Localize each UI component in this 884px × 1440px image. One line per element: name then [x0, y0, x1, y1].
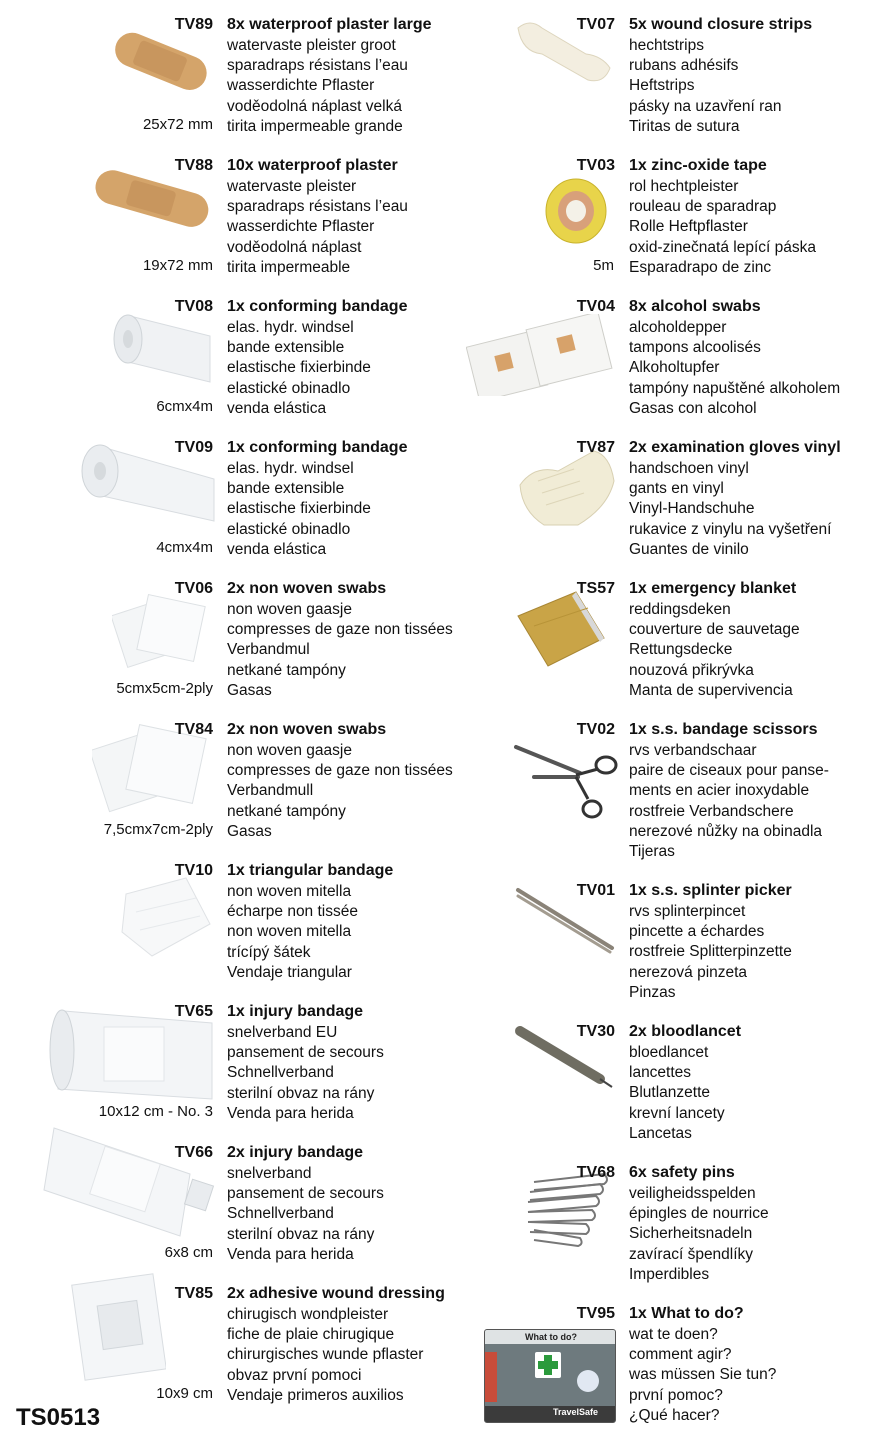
translation-fr: bande extensible	[227, 339, 345, 357]
product-title: 2x adhesive wound dressing	[227, 1285, 445, 1302]
translation-de: rostfreie Verbandschere	[629, 802, 794, 820]
translation-cz: trícípý šátek	[227, 943, 311, 961]
translation-cz: elastické obinadlo	[227, 379, 351, 397]
translation-nl: chirugisch wondpleister	[227, 1306, 389, 1323]
product-code: TV65	[174, 1003, 213, 1020]
translation-de: Heftstrips	[629, 77, 695, 95]
translation-fr-1: paire de ciseaux pour panse-	[629, 762, 829, 780]
product-size: 5m	[593, 257, 614, 274]
translation-cz: nouzová přikrývka	[629, 661, 754, 679]
translation-de: was müssen Sie tun?	[629, 1366, 777, 1384]
product-title: 1x emergency blanket	[629, 580, 797, 597]
translation-nl: bloedlancet	[629, 1044, 709, 1061]
translation-es: Esparadrapo de zinc	[629, 258, 772, 276]
translation-fr: sparadraps résistans l’eau	[227, 198, 408, 216]
translation-nl: snelverband EU	[227, 1024, 338, 1041]
translation-fr: rouleau de sparadrap	[629, 198, 777, 216]
translation-es: Imperdibles	[629, 1265, 710, 1283]
translation-es: Tiritas de sutura	[629, 117, 740, 135]
translation-es: Tijeras	[629, 842, 675, 860]
translation-cz: elastické obinadlo	[227, 520, 351, 538]
product-tv03	[0, 151, 884, 285]
translation-es: ¿Qué hacer?	[629, 1406, 720, 1424]
translation-cz: voděodolná náplast	[227, 238, 362, 256]
translations	[629, 1325, 776, 1426]
translation-de: chirurgisches wunde pflaster	[227, 1346, 424, 1364]
product-code: TV07	[576, 16, 615, 33]
translation-cz: sterilní obvaz na rány	[227, 1225, 375, 1243]
product-title: 2x bloodlancet	[629, 1023, 742, 1040]
product-title: 1x s.s. splinter picker	[629, 882, 792, 899]
translation-fr: pansement de secours	[227, 1185, 384, 1203]
translation-fr: lancettes	[629, 1064, 692, 1082]
translation-fr: rubans adhésifs	[629, 57, 739, 75]
translation-cz: nerezová pinzeta	[629, 963, 748, 981]
translation-de: Verbandmul	[227, 641, 310, 659]
translation-fr: tampons alcoolisés	[629, 339, 761, 357]
translation-es: Vendaje primeros auxilios	[227, 1386, 404, 1404]
product-size: 6cmx4m	[156, 398, 213, 415]
translation-de: Schnellverband	[227, 1064, 334, 1082]
product-title: 1x What to do?	[629, 1305, 744, 1322]
translation-es: Lancetas	[629, 1124, 692, 1142]
translation-cz: první pomoc?	[629, 1386, 723, 1404]
translation-de: Sicherheitsnadeln	[629, 1225, 753, 1243]
translations	[629, 459, 831, 560]
safety-pins-icon	[520, 1170, 614, 1250]
translations	[629, 600, 800, 701]
translation-fr: sparadraps résistans l’eau	[227, 57, 408, 75]
product-size: 6x8 cm	[164, 1244, 213, 1261]
product-code: TV89	[174, 16, 213, 33]
translation-de: Blutlanzette	[629, 1084, 710, 1102]
product-size: 5cmx5cm-2ply	[116, 680, 213, 697]
medical-star-icon	[577, 1370, 599, 1392]
product-code: TV08	[174, 298, 213, 315]
translation-fr: pincette a échardes	[629, 923, 765, 941]
product-code: TV10	[174, 862, 213, 879]
product-tv04	[0, 292, 884, 426]
translation-de: Rolle Heftpflaster	[629, 218, 748, 236]
product-title: 8x alcohol swabs	[629, 298, 761, 315]
translation-fr: compresses de gaze non tissées	[227, 762, 453, 780]
translation-cz: voděodolná náplast velká	[227, 97, 402, 115]
translation-fr-2: ments en acier inoxydable	[629, 782, 810, 800]
product-title: 1x conforming bandage	[227, 298, 408, 315]
translation-de: wasserdichte Pflaster	[227, 77, 375, 95]
translation-es: tirita impermeable grande	[227, 117, 403, 135]
translation-nl: elas. hydr. windsel	[227, 319, 354, 336]
translation-es: Pinzas	[629, 983, 676, 1001]
product-title: 1x conforming bandage	[227, 439, 408, 456]
product-title: 6x safety pins	[629, 1164, 735, 1181]
product-code: TV66	[174, 1144, 213, 1161]
translations	[629, 36, 782, 137]
translation-nl: reddingsdeken	[629, 601, 731, 618]
translation-cz: netkané tampóny	[227, 802, 346, 820]
translation-nl: veiligheidsspelden	[629, 1185, 756, 1202]
product-title: 1x injury bandage	[227, 1003, 364, 1020]
translation-es: tirita impermeable	[227, 258, 351, 276]
translations	[629, 1043, 725, 1144]
translation-nl: watervaste pleister	[227, 178, 357, 195]
product-title: 1x s.s. bandage scissors	[629, 721, 818, 738]
translations	[629, 1184, 769, 1285]
translation-fr: compresses de gaze non tissées	[227, 621, 453, 639]
translation-nl: hechtstrips	[629, 37, 704, 54]
product-code: TV30	[576, 1023, 615, 1040]
emergency-blanket-icon	[514, 586, 608, 670]
translation-fr: comment agir?	[629, 1346, 732, 1364]
translation-cz: sterilní obvaz na rány	[227, 1084, 375, 1102]
product-code: TS57	[576, 580, 615, 597]
translation-de: Rettungsdecke	[629, 641, 733, 659]
product-tv01	[0, 876, 884, 1010]
translation-cz: rukavice z vinylu na vyšetření	[629, 520, 832, 538]
product-ts57	[0, 574, 884, 708]
product-code: TV02	[576, 721, 615, 738]
product-tv95	[0, 1299, 884, 1433]
translation-fr: couverture de sauvetage	[629, 621, 800, 639]
translation-cz: pásky na uzavření ran	[629, 97, 782, 115]
translation-nl: rol hechtpleister	[629, 178, 739, 195]
tape-roll-icon	[544, 169, 616, 249]
product-size: 19x72 mm	[142, 257, 213, 274]
product-code: TV87	[576, 439, 615, 456]
product-code: TV88	[174, 157, 213, 174]
translation-nl: non woven mitella	[227, 883, 352, 900]
translation-cz: netkané tampóny	[227, 661, 346, 679]
translation-de: non woven mitella	[227, 923, 352, 941]
product-code: TV01	[576, 882, 615, 899]
translation-es: Manta de supervivencia	[629, 681, 793, 699]
translation-nl: watervaste pleister groot	[227, 37, 396, 54]
translation-fr: bande extensible	[227, 480, 345, 498]
translation-nl: rvs verbandschaar	[629, 742, 757, 759]
translation-de: elastische fixierbinde	[227, 359, 371, 377]
alcohol-swab-icon	[466, 314, 616, 396]
product-code: TV95	[576, 1305, 615, 1322]
product-code: TV04	[576, 298, 615, 315]
translation-fr: fiche de plaie chirugique	[227, 1326, 395, 1344]
product-tv68	[0, 1158, 884, 1292]
translation-nl: wat te doen?	[629, 1326, 718, 1343]
translation-nl: rvs splinterpincet	[629, 903, 746, 920]
product-size: 25x72 mm	[142, 116, 213, 133]
translation-nl: alcoholdepper	[629, 319, 727, 336]
translation-es: Venda para herida	[227, 1104, 354, 1122]
translation-de: elastische fixierbinde	[227, 500, 371, 518]
product-code: TV06	[174, 580, 213, 597]
translation-nl: non woven gaasje	[227, 742, 352, 759]
translation-es: Vendaje triangular	[227, 963, 352, 981]
product-title: 2x non woven swabs	[227, 580, 387, 597]
translation-de: rostfreie Splitterpinzette	[629, 943, 792, 961]
product-title: 1x zinc-oxide tape	[629, 157, 767, 174]
product-title: 8x waterproof plaster large	[227, 16, 432, 33]
translation-de: Verbandmull	[227, 782, 314, 800]
translation-nl: elas. hydr. windsel	[227, 460, 354, 477]
translation-cz: nerezové nůžky na obinadla	[629, 822, 823, 840]
translation-es: Gasas	[227, 681, 272, 699]
translation-cz: krevní lancety	[629, 1104, 725, 1122]
translation-fr: gants en vinyl	[629, 480, 724, 498]
scissors-icon	[512, 741, 624, 821]
product-size: 10x9 cm	[156, 1385, 213, 1402]
translation-es: venda elástica	[227, 540, 327, 558]
product-tv07	[0, 10, 884, 144]
translation-es: Venda para herida	[227, 1245, 354, 1263]
product-code: TV09	[174, 439, 213, 456]
product-title: 1x triangular bandage	[227, 862, 394, 879]
translation-cz: oxid-zinečnatá lepící páska	[629, 238, 816, 256]
product-size: 4cmx4m	[156, 539, 213, 556]
translation-fr: épingles de nourrice	[629, 1205, 769, 1223]
translations	[629, 177, 816, 278]
translation-nl: snelverband	[227, 1165, 312, 1182]
translation-es: Guantes de vinilo	[629, 540, 749, 558]
translation-de: Schnellverband	[227, 1205, 334, 1223]
translation-cz: obvaz první pomoci	[227, 1366, 362, 1384]
translations	[629, 741, 829, 862]
product-tv30	[0, 1017, 884, 1151]
booklet-image	[484, 1329, 616, 1423]
product-size: 10x12 cm - No. 3	[98, 1103, 213, 1120]
kit-code: TS0513	[16, 1404, 101, 1431]
product-size: 7,5cmx7cm-2ply	[103, 821, 213, 838]
product-title: 2x injury bandage	[227, 1144, 364, 1161]
translation-es: Gasas con alcohol	[629, 399, 757, 417]
product-title: 2x examination gloves vinyl	[629, 439, 841, 456]
translation-cz: zavírací špendlíky	[629, 1245, 754, 1263]
product-title: 10x waterproof plaster	[227, 157, 398, 174]
translation-de: Alkoholtupfer	[629, 359, 720, 377]
first-aid-cross-icon	[535, 1352, 561, 1378]
product-code: TV85	[174, 1285, 213, 1302]
translation-es: venda elástica	[227, 399, 327, 417]
translation-nl: handschoen vinyl	[629, 460, 749, 477]
translation-de: Vinyl-Handschuhe	[629, 500, 755, 518]
booklet-title: What to do?	[525, 1332, 577, 1342]
booklet-brand: TravelSafe	[553, 1407, 599, 1417]
product-title: 2x non woven swabs	[227, 721, 387, 738]
translations	[629, 318, 840, 419]
translation-fr: pansement de secours	[227, 1044, 384, 1062]
translations	[629, 902, 792, 1003]
translation-nl: non woven gaasje	[227, 601, 352, 618]
translation-es: Gasas	[227, 822, 272, 840]
product-code: TV03	[576, 157, 615, 174]
translation-de: wasserdichte Pflaster	[227, 218, 375, 236]
product-tv02	[0, 715, 884, 860]
translation-cz: tampóny napuštěné alkoholem	[629, 379, 841, 397]
product-code: TV84	[174, 721, 213, 738]
translation-fr: écharpe non tissée	[227, 903, 358, 921]
product-code: TV68	[576, 1164, 615, 1181]
product-tv87	[0, 433, 884, 567]
product-title: 5x wound closure strips	[629, 16, 813, 33]
